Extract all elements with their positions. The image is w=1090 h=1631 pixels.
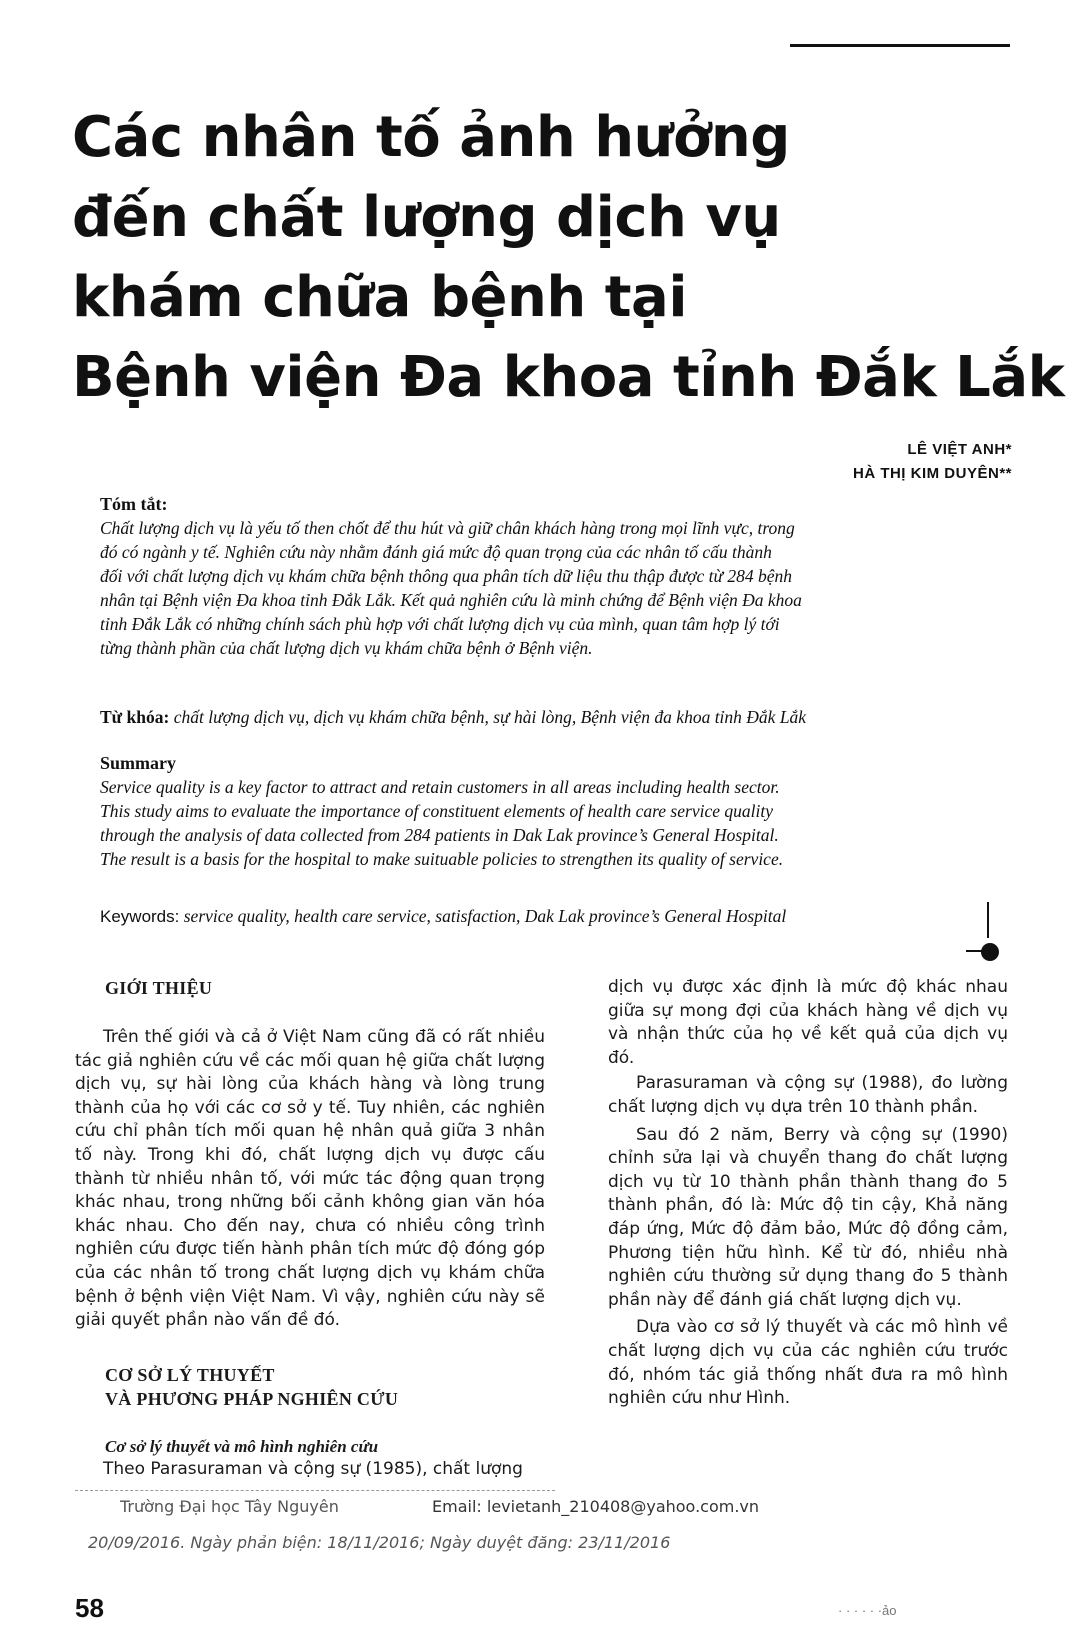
top-rule: [790, 44, 1010, 47]
right-column: [608, 976, 1008, 1411]
intro-heading: GIỚI THIỆU: [105, 978, 213, 998]
keywords-vi: [100, 705, 990, 729]
keywords-vi-label: Từ khóa:: [100, 707, 170, 727]
author-2: HÀ THỊ KIM DUYÊN**: [852, 465, 1012, 482]
theory-heading-line-1: CƠ SỞ LÝ THUYẾT: [105, 1364, 275, 1385]
summary-en-heading: Summary: [100, 753, 176, 773]
keywords-vi-value: chất lượng dịch vụ, dịch vụ khám chữa bệnh, sự hài lòng, Bệnh viện đa khoa tỉnh Đắk Lắk: [173, 707, 807, 727]
title-line-3: khám chữa bệnh tại: [72, 265, 688, 330]
page-number: 58: [75, 1593, 104, 1623]
left-column: [75, 976, 545, 1482]
keywords-en-value: service quality, health care service, satisfaction, Dak Lak province’s General Hospital: [183, 906, 787, 926]
footnote-dates: 20/09/2016. Ngày phản biện: 18/11/2016; Ngày duyệt đăng: 23/11/2016: [88, 1533, 671, 1552]
summary-en-line: Service quality is a key factor to attract and retain customers in all areas including health sector.: [100, 777, 780, 797]
abstract-vi: [100, 492, 990, 660]
summary-en: [100, 751, 990, 871]
abstract-vi-line: đó có ngành y tế. Nghiên cứu này nhằm đánh giá mức độ quan trọng của các nhân tố cấu thành: [100, 542, 772, 562]
footer-right-text: · · · · · ·ảo: [838, 1603, 897, 1618]
abstract-vi-heading: Tóm tắt:: [100, 494, 168, 514]
footnote-email: Email: levietanh_210408@yahoo.com.vn: [432, 1497, 760, 1516]
abstract-vi-line: nhân tại Bệnh viện Đa khoa tỉnh Đắk Lắk. Kết quả nghiên cứu là minh chứng để Bệnh viện Đa khoa: [100, 590, 802, 610]
abstract-vi-line: từng thành phần của chất lượng dịch vụ khám chữa bệnh ở Bệnh viện.: [100, 638, 593, 658]
section-marker-dot-icon: [981, 943, 999, 961]
right-paragraph-3: Sau đó 2 năm, Berry và cộng sự (1990) chỉnh sửa lại và chuyển thang đo chất lượng dịch vụ từ 10 thành phần thành thang đo 5 thành phần, đó là: Mức độ tin cậy, Khả năng đáp ứng, Mức độ đảm bảo, Mức độ đồng cảm, Phương tiện hữu hình. Kể từ đó, nhiều nhà nghiên cứu thường sử dụng thang đo 5 thành phần này để đánh giá chất lượng dịch vụ.: [608, 1124, 1008, 1310]
title-line-2: đến chất lượng dịch vụ: [72, 185, 781, 250]
theory-paragraph: Theo Parasuraman và cộng sự (1985), chất lượng: [103, 1459, 523, 1480]
article-title: [72, 98, 1065, 418]
summary-en-line: The result is a basis for the hospital to make suituable policies to strengthen its quality of service.: [100, 849, 784, 869]
author-list: [853, 438, 1012, 486]
abstract-vi-line: đối với chất lượng dịch vụ khám chữa bệnh thông qua phân tích dữ liệu thu thập được từ 284 bệnh: [100, 566, 793, 586]
summary-en-line: through the analysis of data collected from 284 patients in Dak Lak province’s General Hospital.: [100, 825, 779, 845]
footnote-affiliation-text: Trường Đại học Tây Nguyên: [120, 1497, 339, 1516]
abstract-vi-line: Chất lượng dịch vụ là yếu tố then chốt để thu hút và giữ chân khách hàng trong mọi lĩnh vực, trong: [100, 518, 795, 538]
keywords-en: [100, 904, 990, 929]
footnote-affiliation: [120, 1497, 760, 1516]
right-paragraph-1: dịch vụ được xác định là mức độ khác nhau giữa sự mong đợi của khách hàng về dịch vụ và nhận thức của họ về kết quả của dịch vụ đó.: [608, 977, 1008, 1068]
author-1: LÊ VIỆT ANH*: [907, 441, 1012, 458]
footnote-divider: [75, 1490, 555, 1491]
intro-paragraph: Trên thế giới và cả ở Việt Nam cũng đã có rất nhiều tác giả nghiên cứu về các mối quan hệ giữa chất lượng dịch vụ, sự hài lòng của khách hàng và lòng trung thành của họ với các cơ sở y tế. Tuy nhiên, các nghiên cứu chỉ phân tích mối quan hệ nhân quả giữa 3 nhân tố này. Trong khi đó, chất lượng dịch vụ được cấu thành từ nhiều nhân tố, với mức tác động quan trọng khác nhau, trong những bối cảnh không gian văn hóa khác nhau. Cho đến nay, chưa có nhiều công trình nghiên cứu được tiến hành phân tích mức độ đóng góp của các nhân tố trong chất lượng dịch vụ khám chữa bệnh ở bệnh viện Việt Nam. Vì vậy, nghiên cứu này sẽ giải quyết phần nào vấn đề đó.: [75, 1027, 545, 1331]
right-paragraph-2: Parasuraman và cộng sự (1988), đo lường chất lượng dịch vụ dựa trên 10 thành phần.: [608, 1073, 1008, 1117]
right-paragraph-4: Dựa vào cơ sở lý thuyết và các mô hình về chất lượng dịch vụ của các nghiên cứu trước đó, nhóm tác giả thống nhất đưa ra mô hình nghiên cứu như Hình.: [608, 1317, 1008, 1409]
theory-subheading: Cơ sở lý thuyết và mô hình nghiên cứu: [105, 1436, 379, 1456]
summary-en-line: This study aims to evaluate the importance of constituent elements of health care service quality: [100, 801, 773, 821]
theory-heading-line-2: VÀ PHƯƠNG PHÁP NGHIÊN CỨU: [105, 1388, 399, 1409]
abstract-vi-line: tỉnh Đắk Lắk có những chính sách phù hợp với chất lượng dịch vụ của mình, quan tâm hợp lý tới: [100, 614, 780, 634]
title-line-4: Bệnh viện Đa khoa tỉnh Đắk Lắk: [72, 345, 1065, 410]
keywords-en-label: Keywords:: [100, 907, 180, 926]
title-line-1: Các nhân tố ảnh hưởng: [72, 105, 790, 170]
section-marker-line: [987, 902, 989, 938]
